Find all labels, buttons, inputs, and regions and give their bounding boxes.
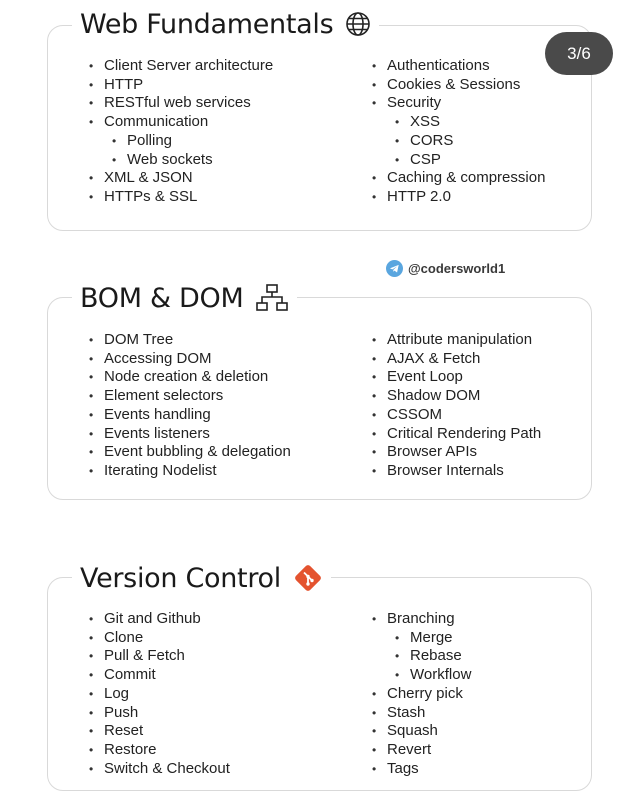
- version-control-heading: [72, 560, 331, 596]
- list-item: • Reset: [104, 722, 230, 741]
- sub-list-item: • XSS: [410, 113, 545, 132]
- list-item: • Events listeners: [104, 425, 291, 444]
- list-item: • Event bubbling & delegation: [104, 443, 291, 462]
- list-item: • Pull & Fetch: [104, 647, 230, 666]
- list-item: • RESTful web services: [104, 94, 273, 113]
- list-item: • Switch & Checkout: [104, 760, 230, 779]
- section-title: Version Control: [80, 562, 281, 594]
- list-item: • CSSOM: [387, 406, 541, 425]
- sub-list-item: • Merge: [410, 629, 471, 648]
- list-item: • Git and Github: [104, 610, 230, 629]
- section-title: BOM & DOM: [80, 282, 244, 314]
- list-item: • Cookies & Sessions: [387, 76, 545, 95]
- sitemap-icon: [255, 283, 289, 313]
- list-item: • AJAX & Fetch: [387, 350, 541, 369]
- list-item: • Communication: [104, 113, 273, 132]
- handle-text: @codersworld1: [408, 261, 506, 276]
- git-icon: [293, 563, 323, 593]
- list-item: • HTTPs & SSL: [104, 188, 273, 207]
- web-fundamentals-heading: [72, 6, 379, 42]
- author-handle: [386, 260, 505, 277]
- list-item: • HTTP: [104, 76, 273, 95]
- list-item: • Security: [387, 94, 545, 113]
- sub-list-item: • Polling: [127, 132, 273, 151]
- version-control-left-list: [104, 610, 230, 778]
- section-title: Web Fundamentals: [80, 8, 334, 40]
- list-item: • Tags: [387, 760, 471, 779]
- list-item: • Clone: [104, 629, 230, 648]
- list-item: • Cherry pick: [387, 685, 471, 704]
- list-item: • Client Server architecture: [104, 57, 273, 76]
- sub-list-item: • Rebase: [410, 647, 471, 666]
- list-item: • Commit: [104, 666, 230, 685]
- version-control-right-list: [387, 610, 471, 778]
- sub-list-item: • Web sockets: [127, 151, 273, 170]
- list-item: • Browser Internals: [387, 462, 541, 481]
- bom-dom-right-list: [387, 331, 541, 481]
- sub-list-item: • CORS: [410, 132, 545, 151]
- list-item: • Attribute manipulation: [387, 331, 541, 350]
- list-item: • Branching: [387, 610, 471, 629]
- list-item: • Caching & compression: [387, 169, 545, 188]
- sub-list-item: • Workflow: [410, 666, 471, 685]
- list-item: • Stash: [387, 704, 471, 723]
- list-item: • DOM Tree: [104, 331, 291, 350]
- bom-dom-left-list: [104, 331, 291, 481]
- list-item: • Browser APIs: [387, 443, 541, 462]
- list-item: • Event Loop: [387, 368, 541, 387]
- list-item: • Critical Rendering Path: [387, 425, 541, 444]
- list-item: • Shadow DOM: [387, 387, 541, 406]
- web-fundamentals-left-list: [104, 57, 273, 207]
- bom-dom-heading: [72, 280, 297, 316]
- list-item: • Restore: [104, 741, 230, 760]
- list-item: • Node creation & deletion: [104, 368, 291, 387]
- page-counter-badge: 3/6: [545, 32, 613, 75]
- list-item: • Authentications: [387, 57, 545, 76]
- list-item: • HTTP 2.0: [387, 188, 545, 207]
- sub-list-item: • CSP: [410, 151, 545, 170]
- list-item: • Push: [104, 704, 230, 723]
- list-item: • XML & JSON: [104, 169, 273, 188]
- list-item: • Events handling: [104, 406, 291, 425]
- globe-icon: [345, 11, 371, 37]
- list-item: • Element selectors: [104, 387, 291, 406]
- list-item: • Revert: [387, 741, 471, 760]
- telegram-icon: [386, 260, 403, 277]
- web-fundamentals-right-list: [387, 57, 545, 207]
- list-item: • Squash: [387, 722, 471, 741]
- list-item: • Log: [104, 685, 230, 704]
- list-item: • Iterating Nodelist: [104, 462, 291, 481]
- list-item: • Accessing DOM: [104, 350, 291, 369]
